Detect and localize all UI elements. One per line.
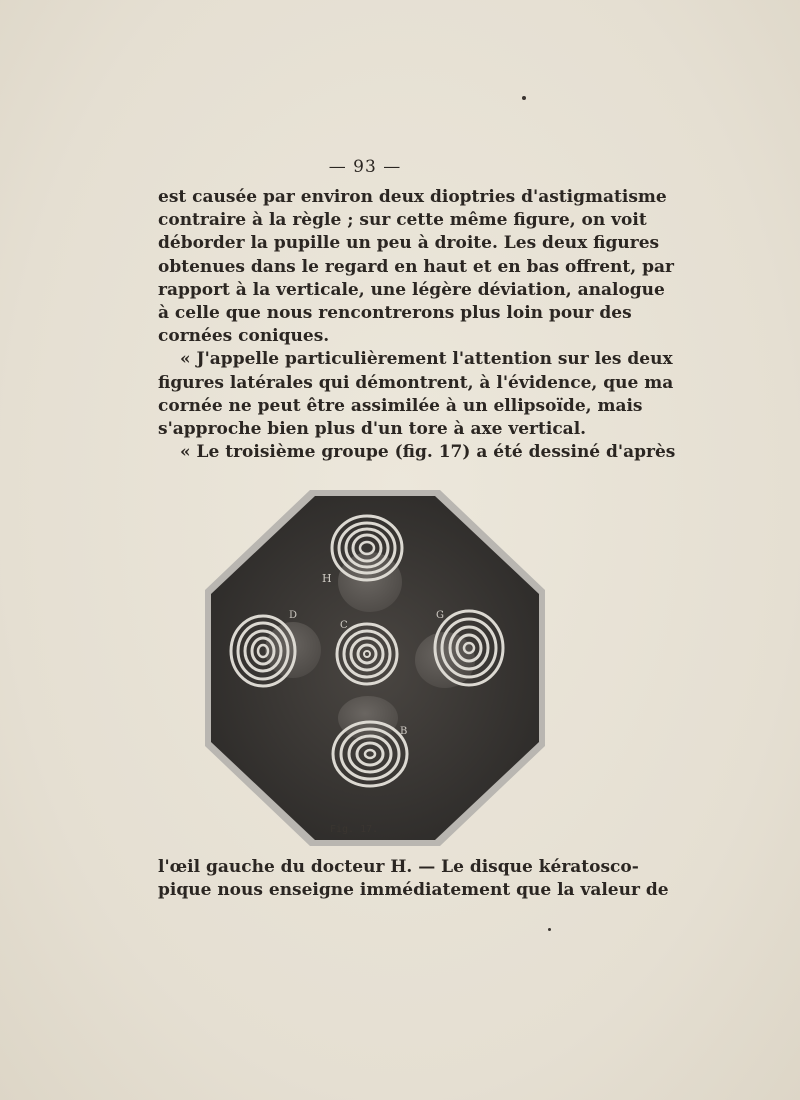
text-line: figures latérales qui démontrent, à l'évidence, que ma bbox=[158, 372, 674, 393]
text-line: « Le troisième groupe (fig. 17) a été dessiné d'après bbox=[180, 442, 676, 463]
text-line: obtenues dans le regard en haut et en bas offrent, par bbox=[158, 256, 674, 277]
page-number: — 93 — bbox=[328, 157, 402, 177]
figure-label-d: D bbox=[289, 610, 298, 621]
figure-caption: Fig. 17. bbox=[330, 824, 379, 835]
text-line: cornée ne peut être assimilée à un ellipsoïde, mais bbox=[158, 395, 643, 416]
text-line: à celle que nous rencontrerons plus loin pour des bbox=[158, 302, 632, 323]
text-line: déborder la pupille un peu à droite. Les deux figures bbox=[158, 233, 660, 254]
figure-label-c: C bbox=[340, 620, 348, 631]
body-text-top bbox=[158, 186, 676, 464]
text-line: l'œil gauche du docteur H. — Le disque kératosco- bbox=[158, 857, 639, 877]
text-line: cornées coniques. bbox=[158, 326, 330, 347]
figure-label-h: H bbox=[322, 572, 332, 585]
text-line: est causée par environ deux dioptries d'astigmatisme bbox=[158, 187, 667, 207]
text-line: pique nous enseigne immédiatement que la valeur de bbox=[158, 880, 669, 901]
ink-speck bbox=[522, 96, 526, 100]
text-line: rapport à la verticale, une légère déviation, analogue bbox=[158, 279, 665, 300]
keratoscope-drawing bbox=[205, 490, 545, 846]
body-text-bottom bbox=[158, 856, 669, 902]
keratoscope-figure bbox=[205, 490, 545, 846]
ink-speck bbox=[548, 928, 551, 931]
text-line: s'approche bien plus d'un tore à axe vertical. bbox=[158, 418, 587, 439]
text-line: « J'appelle particulièrement l'attention sur les deux bbox=[180, 349, 673, 370]
text-line: contraire à la règle ; sur cette même figure, on voit bbox=[158, 210, 647, 231]
figure-label-g: G bbox=[436, 610, 444, 621]
figure-label-b: B bbox=[400, 726, 408, 737]
